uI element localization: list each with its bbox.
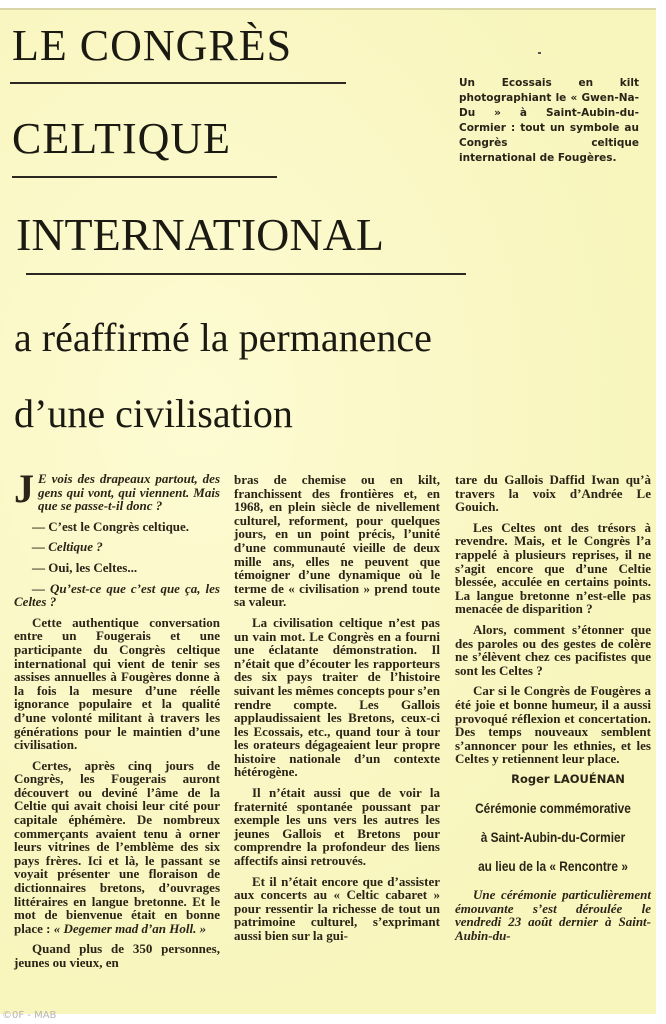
headline-underline-3	[26, 273, 466, 275]
intro-text: E vois des drapeaux partout, des gens qui vont, qui viennent. Mais que se passe-t-il donc ?	[38, 471, 220, 514]
paragraph: La civilisation celtique n’est pas un vain mot. Le Congrès en a fourni une éclatante démonstration. Il n’était que d’écouter les rapporteurs des six pays traiter de l’histoire suivant les mêmes concepts pour s’en rendre compte. Les Gallois applaudissaient les Bretons, ceux-ci les Ecossais, etc., quand tour à tour les orateurs dégageaient leur propre histoire nationale d’un contexte hétérogène.	[234, 614, 440, 780]
paragraph: Et il n’était encore que d’assister aux concerts au « Celtic cabaret » pour ressentir la richesse de tout un patrimoine culturel, s’exprimant aussi bien sur la gui-	[234, 873, 440, 943]
sidebar-box	[455, 802, 651, 942]
paragraph: tare du Gallois Daffid Iwan qu’à travers la voix d’Andrée Le Gouich.	[455, 472, 651, 515]
dialogue-line-2: — Celtique ?	[32, 539, 103, 555]
headline-line-3: INTERNATIONAL	[16, 209, 384, 260]
drop-cap: J	[14, 466, 34, 511]
dialogue-line-3: — Oui, les Celtes...	[32, 559, 138, 575]
headline-underline-1	[10, 82, 346, 84]
paragraph: Car si le Congrès de Fougères a été joie et bonne humeur, il a aussi provoqué réflexion et concertation. Des temps nouveaux semblent s’annoncer pour les ethnies, et les Celtes y retiennent leur place.	[455, 683, 651, 767]
photo-caption: Un Ecossais en kilt photographiant le « Gwen-Na-Du » à Saint-Aubin-du-Cormier : tout un symbole au Congrès celtique international de Fougères.	[459, 77, 639, 164]
box-title-line-3: au lieu de la « Rencontre »	[478, 858, 628, 874]
box-title-line-1: Cérémonie commémorative	[475, 801, 631, 817]
dialogue-line-1: — C’est le Congrès celtique.	[32, 518, 190, 534]
paragraph: Alors, comment s’étonner que des paroles ou des gestes de colère ne s’élèvent chez ces pacifistes que sont les Celtes ?	[455, 621, 651, 678]
intro-paragraph	[14, 466, 220, 514]
paragraph: Cette authentique conversation entre un Fougerais et une participante du Congrès celtique international qui vient de tenir ses assises annuelles à Fougères donne à la fois la mesure d’une réelle ignorance populaire et la qualité d’une volonté militant à travers les générations pour le maintien d’une civilisation.	[14, 614, 220, 753]
author-signature: Roger LAOUÉNAN	[511, 771, 625, 786]
watermark: ©0F - MAB	[2, 1010, 57, 1021]
paragraph	[14, 759, 220, 936]
dialogue-line-4: — Qu’est-ce que c’est que ça, les Celtes ?	[14, 580, 220, 610]
headline-line-1: LE CONGRÈS	[12, 21, 293, 70]
headline-underline-2	[12, 176, 277, 178]
paragraph: bras de chemise ou en kilt, franchissent des frontières et, en 1968, en plein siècle de nivellement culturel, reforment, pour quelques jours, en un point précis, l’unité d’une communauté vieille de deux mille ans, elles ne peuvent que témoigner d’une dynamique où le terme de « civilisation » prend toute sa valeur.	[234, 472, 440, 610]
article-column-2	[234, 473, 440, 950]
article-column-1	[14, 466, 220, 977]
subheadline-line-2: d’une civilisation	[14, 391, 293, 436]
print-speck	[538, 52, 541, 54]
article-column-3	[455, 473, 651, 950]
breton-quote: « Degemer mad d’an Holl. »	[53, 920, 207, 936]
paragraph: Les Celtes ont des trésors à revendre. Mais, et le Congrès l’a rappelé à plusieurs reprises, il ne s’agit encore que d’une Celtie blessée, acculée en certains points. La langue bretonne n’est-elle pas menacée de disparition ?	[455, 519, 651, 617]
paragraph: Quand plus de 350 personnes, jeunes ou vieux, en	[14, 941, 220, 970]
paragraph: Il n’était aussi que de voir la fraternité spontanée poussant par exemple les uns vers les autres les jeunes Gallois et Bretons pour comprendre la profondeur des liens affectifs ainsi retrouvés.	[234, 785, 440, 869]
newspaper-clipping	[0, 8, 656, 1014]
headline-line-2: CELTIQUE	[12, 114, 232, 163]
paragraph-text: Certes, après cinq jours de Congrès, les Fougerais auront découvert ou deviné l’âme de la Celtie qui avait choisi leur cité pour capitale éphémère. De nombreux commerçants avaient tenu à orner leurs vitrines de l’emblème des six pays frères. Ici et là, le passant se voyait présenter une floraison de dictionnaires bretons, d’ouvrages littéraires en langue bretonne. Et le mot de bienvenue était en bonne place :	[14, 757, 220, 936]
box-text: Une cérémonie particulièrement émouvante s’est déroulée le vendredi 23 août dernier à Saint-Aubin-du-	[455, 887, 651, 944]
subheadline-line-1: a réaffirmé la permanence	[14, 315, 432, 360]
box-title-line-2: à Saint-Aubin-du-Cormier	[480, 830, 626, 846]
